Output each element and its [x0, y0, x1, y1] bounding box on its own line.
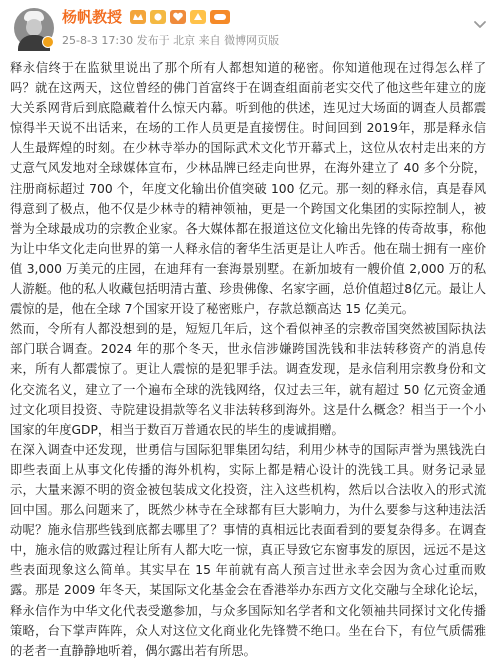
chevron-down-icon[interactable]	[472, 16, 488, 32]
post-header	[0, 0, 500, 58]
post-paragraph: 然而，令所有人都没想到的是，短短几年后，这个看似神圣的宗教帝国突然被国际执法部门联合调查。2024 年的那个冬天，世永信涉嫌跨国洗钱和非法转移资产的消息传来，所有人都震惊了。更让人震惊的是犯罪手法。调查发现，是永信利用宗教身份和文化交流名义，建立了一个遍布全球的洗钱网络，仅过去三年，就有超过 50 亿元资金通过文化项目投资、寺院建设捐款等名义非法转移到海外。这是什么概念？相当于一个小国家的年度GDP，相当于数百万普通农民的毕生的虔诚捐赠。	[10, 322, 486, 437]
avatar-face	[26, 19, 42, 36]
post-paragraph: 释永信终于在监狱里说出了那个所有人都想知道的秘密。你知道他现在过得怎么样了吗？就在这两天，这位曾经的佛门首富终于在调查组面前老实交代了他这些年建立的庞大关系网背后到底隐藏着什么惊天内幕。听到他的供述，连见过大场面的调查人员都震惊得半天说不出话来，在场的工作人员更是直接愣住。时间回到 2019年，那是释永信人生最辉煌的时刻。在少林寺举办的国际武术文化节开幕式上，这位从农村走出来的方丈意气风发地对全球媒体宣布，少林品牌已经走向世界，在海外建立了 40 多个分院，注册商标超过 700 个，年度文化输出价值突破 100 亿元。那一刻的释永信，真是春风得意到了极点，他不仅是少林寺的精神领袖，更是一个跨国文化集团的实际控制人，被誉为全球最成功的宗教企业家。各大媒体都在报道这位文化输出先锋的传奇故事，称他为让中华文化走向世界的第一人释永信的奢华生活更是让人咋舌。他在瑞士拥有一座价值 3,000 万美元的庄园，在迪拜有一套海景别墅。在新加坡有一艘价值 2,000 万的私人游艇。他的私人收藏包括明清古董、珍贵佛像、名家字画，总价值超过8亿元。最让人震惊的是，他在全球 7个国家开设了秘密账户，存款总额高达 15 亿美元。	[10, 61, 486, 317]
author-name[interactable]: 杨帆教授	[62, 8, 123, 26]
verified-badge-icon	[42, 36, 54, 48]
heart-icon	[170, 10, 186, 24]
rank-icon	[210, 10, 230, 24]
post-body	[0, 58, 500, 658]
level-icon	[190, 10, 206, 24]
post-meta: 25-8-3 17:30 发布于 北京 来自 微博网页版	[62, 34, 280, 47]
membership-icon	[130, 10, 146, 24]
fans-icon	[150, 10, 166, 24]
post-paragraph: 在深入调查中还发现，世勇信与国际犯罪集团勾结，利用少林寺的国际声誉为黑钱洗白即些表面上从事文化传播的海外机构，实际上都是精心设计的洗钱工具。财务记录显示，大量来源不明的资金被包装成文化投资，注入这些机构，然后以合法收入的形式流回中国。那么问题来了，既然少林寺在全球都有巨大影响力，为什么要参与这种违法活动呢？施永信那些钱到底都去哪里了？事情的真相远比表面看到的要复杂得多。在调查中，施永信的败露过程让所有人都大吃一惊，真正导致它东窗事发的原因，远远不是这些表面现象这么简单。其实早在 15 年前就有高人预言过世永幸会因为贪心过重而败露。那是 2009 年冬天，某国际文化基金会在香港举办东西方文化交融与全球化论坛，释永信作为中华文化代表受邀参加，与众多国际知名学者和文化领袖共同探讨文化传播策略，台下掌声阵阵，众人对这位文化商业化先锋赞不绝口。坐在台下，有位气质儒雅的老者一直静静地听着，偶尔露出若有所思。	[10, 442, 486, 658]
